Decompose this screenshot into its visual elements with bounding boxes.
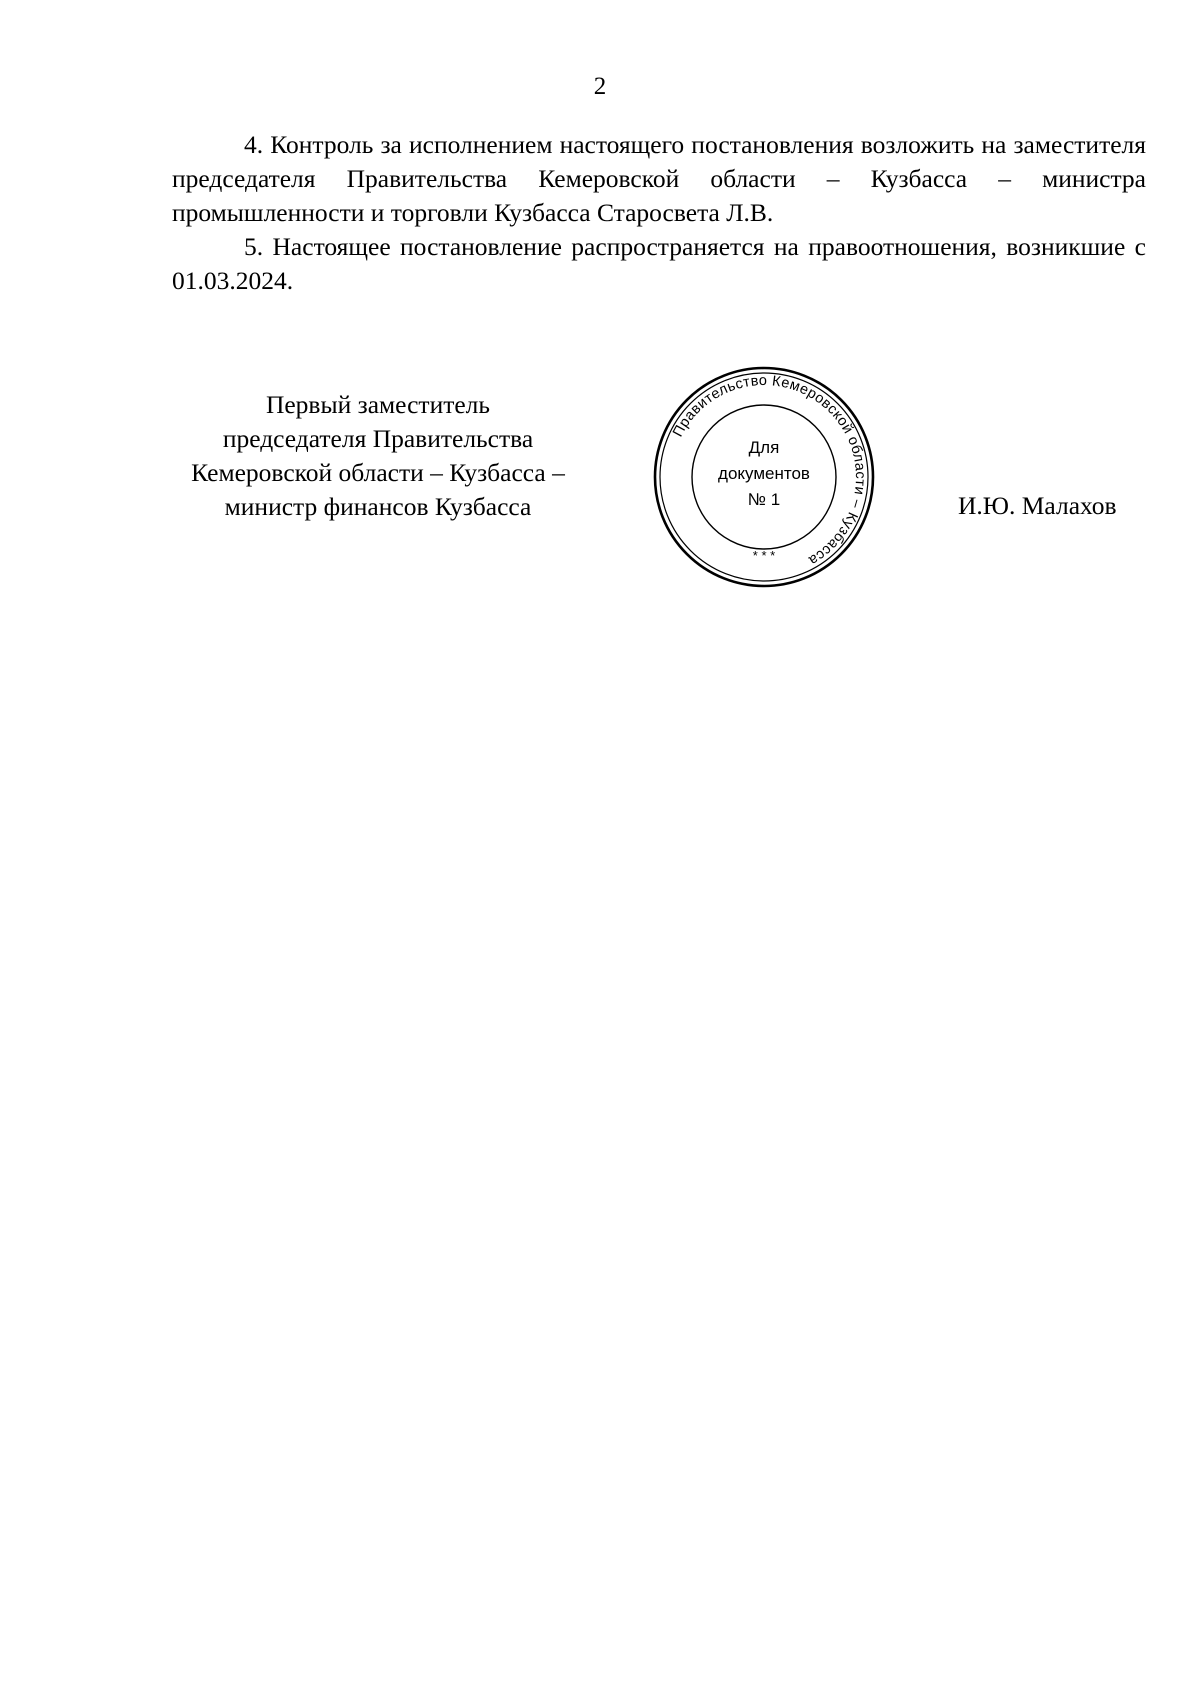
seal-ring-text: Правительство Кемеровской области – Кузбасса: [670, 372, 869, 569]
official-seal-stamp: [652, 365, 876, 589]
paragraph-5: 5. Настоящее постановление распространяется на правоотношения, возникшие с 01.03.2024.: [172, 232, 1146, 295]
signatory-position: [168, 388, 588, 524]
paragraph-4: 4. Контроль за исполнением настоящего постановления возложить на заместителя председателя Правительства Кемеровской области – Кузбасса – министра промышленности и торговли Кузбасса Старосвета Л.В.: [172, 130, 1146, 227]
seal-center-line: документов: [718, 464, 810, 483]
signatory-position-line: председателя Правительства: [222, 424, 534, 453]
seal-bottom-marks: * * *: [752, 548, 776, 563]
seal-center-line: № 1: [747, 490, 781, 509]
document-body: [172, 128, 1146, 298]
signatory-position-line: Кемеровской области – Кузбасса –: [191, 458, 565, 487]
page-number: 2: [593, 73, 607, 100]
signatory-position-line: министр финансов Кузбасса: [224, 492, 532, 521]
seal-center-line: Для: [748, 438, 780, 457]
signatory-name: И.Ю. Малахов: [958, 491, 1117, 520]
signatory-position-line: Первый заместитель: [265, 390, 491, 419]
